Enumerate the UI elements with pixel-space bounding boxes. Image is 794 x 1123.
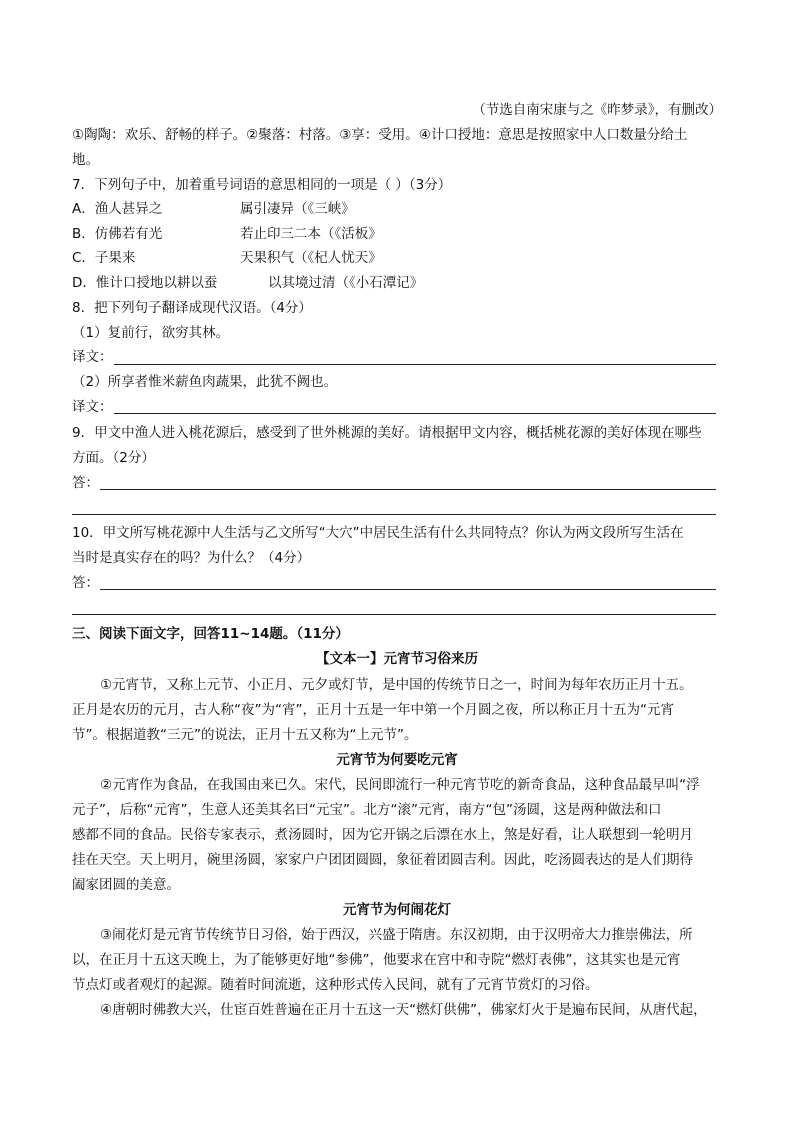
option-sentence: D．惟计口授地以耕以蚕	[72, 275, 218, 291]
paragraph-line: 元子”，后称“元宵”，生意人还美其名曰“元宝”。北方“滚”元宵，南方“包”汤圆，这是两种做法和口	[72, 802, 662, 818]
text-title: 【文本一】元宵节习俗来历	[316, 651, 478, 667]
question-10-stem: 当时是真实存在的吗？为什么？（4分）	[72, 550, 311, 566]
source-note: （节选自南宋康与之《昨梦录》，有删改）	[472, 102, 722, 118]
option-compare: 天果积气（《杞人忧天》	[240, 250, 382, 266]
paragraph-line: 以，在正月十五这天晚上，为了能够更好地“参佛”，他要求在宫中和寺院“燃灯表佛”，这其实也是元宵	[72, 952, 681, 968]
option-compare: 若止印三二本（《活板》	[240, 226, 382, 242]
answer-line[interactable]	[72, 614, 716, 615]
answer-label: 答：	[72, 475, 99, 491]
paragraph-line: 感都不同的食品。民俗专家表示，煮汤圆时，因为它开锅之后漂在水上，煞是好看，让人联想到一轮明月	[72, 827, 693, 843]
q8-sentence-1: （1）复前行，欲穷其林。	[72, 325, 230, 341]
option-sentence: B．仿佛若有光	[72, 226, 163, 242]
question-9-stem: 方面。（2分）	[72, 450, 155, 466]
paragraph-line: 阖家团圆的美意。	[72, 877, 180, 893]
answer-line[interactable]	[72, 514, 716, 515]
option-compare: 以其境过清（《小石潭记》	[268, 275, 424, 291]
answer-line[interactable]	[114, 364, 716, 365]
answer-line[interactable]	[100, 589, 716, 590]
option-sentence: A．渔人甚异之	[72, 201, 163, 217]
question-8-stem: 8．把下列句子翻译成现代汉语。（4分）	[72, 300, 312, 316]
notes-line: 地。	[72, 152, 99, 168]
answer-label: 答：	[72, 575, 99, 591]
paragraph-line: ④唐朝时佛教大兴，仕宦百姓普遍在正月十五这一天“燃灯供佛”，佛家灯火于是遍布民间，从唐代起，	[100, 1002, 707, 1018]
section-heading: 三、阅读下面文字，回答11~14题。（11分）	[72, 626, 349, 642]
q7-option	[72, 200, 355, 218]
paragraph-line: ③闹花灯是元宵节传统节日习俗，始于西汉，兴盛于隋唐。东汉初期，由于汉明帝大力推崇佛法，所	[100, 927, 693, 943]
answer-line[interactable]	[100, 489, 716, 490]
paragraph-line: ②元宵作为食品，在我国由来已久。宋代，民间即流行一种元宵节吃的新奇食品，这种食品最早叫“浮	[100, 777, 700, 793]
q7-option	[72, 249, 382, 267]
notes-line: ①陶陶：欢乐、舒畅的样子。②聚落：村落。③享：受用。④计口授地：意思是按照家中人口数量分给土	[72, 127, 688, 143]
q7-option	[72, 225, 382, 243]
option-sentence: C．子果来	[72, 250, 136, 266]
paragraph-line: 节点灯或者观灯的起源。随着时间流逝，这种形式传入民间，就有了元宵节赏灯的习俗。	[72, 977, 599, 993]
paragraph-line: 挂在天空。天上明月，碗里汤圆，家家户户团团圆圆，象征着团圆吉利。因此，吃汤圆表达的是人们期待	[72, 852, 693, 868]
paragraph-line: 节”。根据道教“三元”的说法，正月十五又称为“上元节”。	[72, 727, 418, 743]
question-9-stem: 9．甲文中渔人进入桃花源后，感受到了世外桃源的美好。请根据甲文内容，概括桃花源的美好体现在哪些	[72, 425, 702, 441]
option-compare: 属引凄异（《三峡》	[240, 201, 355, 217]
q7-option	[72, 274, 423, 292]
subheading: 元宵节为何要吃元宵	[336, 752, 458, 768]
answer-label: 译文：	[72, 399, 113, 415]
question-10-stem: 10．甲文所写桃花源中人生活与乙文所写“大穴”中居民生活有什么共同特点？你认为两文段所写生活在	[72, 525, 684, 541]
answer-line[interactable]	[114, 413, 716, 414]
question-7-stem: 7．下列句子中，加着重号词语的意思相同的一项是（ ）（3分）	[72, 177, 452, 193]
subheading: 元宵节为何闹花灯	[343, 902, 451, 918]
answer-label: 译文：	[72, 349, 113, 365]
q8-sentence-2: （2）所享者惟米薪鱼肉蔬果，此犹不阙也。	[72, 374, 338, 390]
paragraph-line: ①元宵节，又称上元节、小正月、元夕或灯节，是中国的传统节日之一，时间为每年农历正月十五。	[100, 677, 693, 693]
paragraph-line: 正月是农历的元月，古人称“夜”为“宵”，正月十五是一年中第一个月圆之夜，所以称正月十五为“元宵	[72, 702, 674, 718]
